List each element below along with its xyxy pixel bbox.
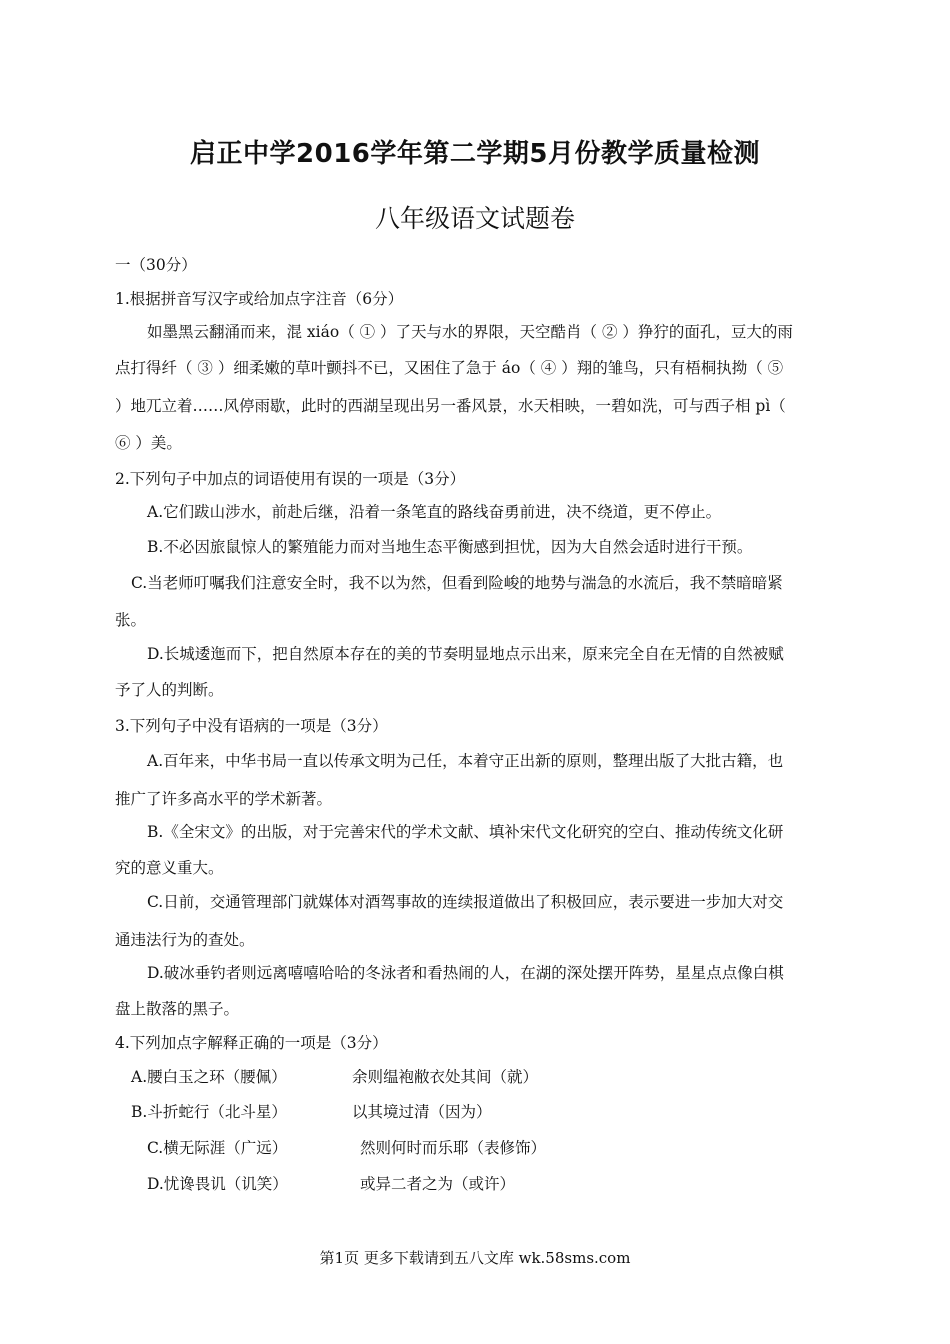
question-4-option-d-right: 或异二者之为（或许） <box>360 1175 516 1193</box>
question-3-option-b: B.《全宋文》的出版，对于完善宋代的学术文献、填补宋代文化研究的空白、推动传统文化研 <box>147 823 784 841</box>
question-2-option-d-cont: 予了人的判断。 <box>115 681 224 699</box>
question-4-option-c-left: C.横无际涯（广远） <box>147 1139 288 1157</box>
section-heading: 一（30分） <box>115 256 197 274</box>
page-footer: 第1页 更多下载请到五八文库 wk.58sms.com <box>319 1249 631 1267</box>
question-3-option-a: A.百年来，中华书局一直以传承文明为己任，本着守正出新的原则，整理出版了大批古籍，也 <box>147 752 784 770</box>
question-2-option-d: D.长城逶迤而下，把自然原本存在的美的节奏明显地点示出来，原来完全自在无情的自然被赋 <box>147 645 784 663</box>
exam-title: 启正中学2016学年第二学期5月份教学质量检测 <box>190 139 760 169</box>
question-1-line: 点打得纤（ ③ ）细柔嫩的草叶颤抖不已，又困住了急于 áo（ ④ ）翔的雏鸟，只有梧桐执拗（ ⑤ <box>115 359 784 377</box>
question-2-option-c-cont: 张。 <box>115 611 147 629</box>
question-1-line: ）地兀立着……风停雨歇，此时的西湖呈现出另一番风景，水天相映，一碧如洗，可与西子相 pì（ <box>115 397 786 415</box>
question-2-stem: 2.下列句子中加点的词语使用有误的一项是（3分） <box>115 470 466 488</box>
question-4-option-a-right: 余则缊袍敝衣处其间（就） <box>352 1068 539 1086</box>
question-3-stem: 3.下列句子中没有语病的一项是（3分） <box>115 717 388 735</box>
question-2-option-b: B.不必因旅鼠惊人的繁殖能力而对当地生态平衡感到担忧，因为大自然会适时进行干预。 <box>147 538 753 556</box>
question-3-option-d-cont: 盘上散落的黑子。 <box>115 1000 240 1018</box>
question-4-option-b-left: B.斗折蛇行（北斗星） <box>131 1103 287 1121</box>
question-4-option-a-left: A.腰白玉之环（腰佩） <box>131 1068 287 1086</box>
question-2-option-c: C.当老师叮嘱我们注意安全时，我不以为然，但看到险峻的地势与湍急的水流后，我不禁暗暗紧 <box>131 574 783 592</box>
question-4-option-d-left: D.忧谗畏讥（讥笑） <box>147 1175 288 1193</box>
question-3-option-b-cont: 究的意义重大。 <box>115 859 224 877</box>
question-3-option-a-cont: 推广了许多高水平的学术新著。 <box>115 790 333 808</box>
exam-subtitle: 八年级语文试题卷 <box>374 204 575 233</box>
question-3-option-c-cont: 通违法行为的查处。 <box>115 931 255 949</box>
question-4-option-b-right: 以其境过清（因为） <box>352 1103 492 1121</box>
question-1-line: 如墨黑云翻涌而来，混 xiáo（ ① ）了天与水的界限，天空酷肖（ ② ）狰狞的面孔，豆大的雨 <box>147 323 793 341</box>
question-4-option-c-right: 然则何时而乐耶（表修饰） <box>360 1139 547 1157</box>
question-2-option-a: A.它们跋山涉水，前赴后继，沿着一条笔直的路线奋勇前进，决不绕道，更不停止。 <box>147 503 722 521</box>
question-1-stem: 1.根据拼音写汉字或给加点字注音（6分） <box>115 290 404 308</box>
question-1-line: ⑥ ）美。 <box>115 434 182 452</box>
question-4-stem: 4.下列加点字解释正确的一项是（3分） <box>115 1034 388 1052</box>
question-3-option-c: C.日前，交通管理部门就媒体对酒驾事故的连续报道做出了积极回应，表示要进一步加大对交 <box>147 893 784 911</box>
question-3-option-d: D.破冰垂钓者则远离嘻嘻哈哈的冬泳者和看热闹的人，在湖的深处摆开阵势，星星点点像白棋 <box>147 964 784 982</box>
